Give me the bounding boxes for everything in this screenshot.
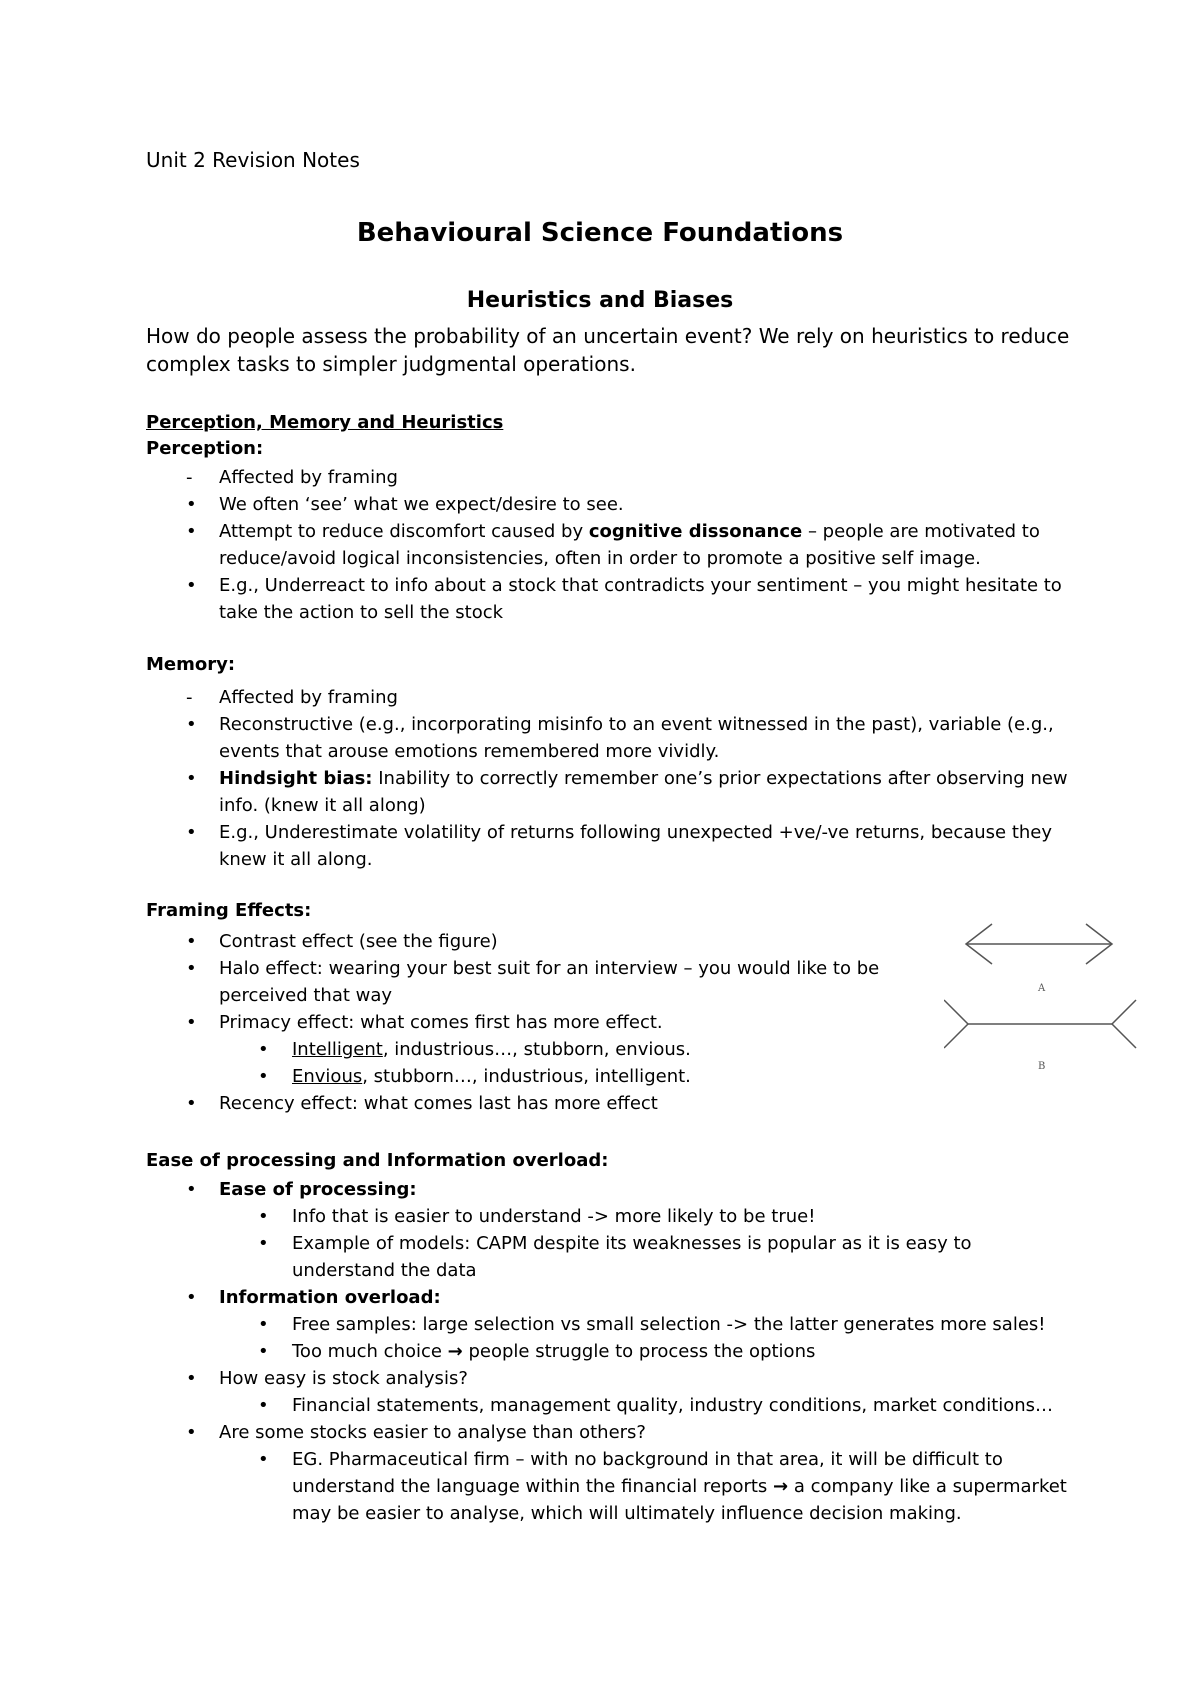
list-item: - Affected by framing xyxy=(146,464,1086,491)
list-item: • Primacy effect: what comes first has more effect. xyxy=(146,1009,906,1036)
label-b: B xyxy=(1038,1061,1046,1072)
bullet-marker: • xyxy=(186,822,197,843)
list-item: • Are some stocks easier to analyse than others? xyxy=(146,1419,1076,1446)
bullet-marker: • xyxy=(258,1039,269,1060)
bullet-marker: • xyxy=(186,1179,197,1200)
heading-framing: Framing Effects: xyxy=(146,900,312,921)
list-item: • Example of models: CAPM despite its weaknesses is popular as it is easy to understand the data xyxy=(146,1230,1076,1284)
list-item: • Info that is easier to understand -> more likely to be true! xyxy=(146,1203,1076,1230)
list-item: • Ease of processing: xyxy=(146,1176,1076,1203)
list-item: • Intelligent, industrious…, stubborn, envious. xyxy=(146,1036,906,1063)
list-item: • Hindsight bias: Inability to correctly remember one’s prior expectations after observing new info. (knew it all along) xyxy=(146,765,1086,819)
bullet-marker: • xyxy=(186,1012,197,1033)
list-item: • E.g., Underreact to info about a stock that contradicts your sentiment – you might hesitate to take the action to sell the stock xyxy=(146,572,1086,626)
label-a: A xyxy=(1038,983,1046,994)
bullet-marker: • xyxy=(186,494,197,515)
list-item: • Financial statements, management quality, industry conditions, market conditions… xyxy=(146,1392,1076,1419)
bullet-marker: • xyxy=(186,1093,197,1114)
list-item: • Contrast effect (see the figure) xyxy=(146,928,906,955)
list-item: • Halo effect: wearing your best suit for an interview – you would like to be perceived that way xyxy=(146,955,906,1009)
list-item: • E.g., Underestimate volatility of returns following unexpected +ve/-ve returns, because they knew it all along. xyxy=(146,819,1086,873)
bullet-marker: • xyxy=(258,1395,269,1416)
list-item: • Free samples: large selection vs small selection -> the latter generates more sales! xyxy=(146,1311,1076,1338)
arrowhead-b-left xyxy=(944,1000,968,1048)
memory-list xyxy=(146,684,1086,873)
intro-paragraph: How do people assess the probability of an uncertain event? We rely on heuristics to reduce complex tasks to simpler judgmental operations. xyxy=(146,324,1070,376)
bullet-marker: • xyxy=(258,1066,269,1087)
list-item: • Too much choice → people struggle to process the options xyxy=(146,1338,1076,1365)
list-item: • Reconstructive (e.g., incorporating misinfo to an event witnessed in the past), variable (e.g., events that arouse emotions remembered more vividly. xyxy=(146,711,1086,765)
list-item: • Envious, stubborn…, industrious, intelligent. xyxy=(146,1063,906,1090)
section-title: Heuristics and Biases xyxy=(466,288,734,313)
bullet-marker: • xyxy=(186,1287,197,1308)
document-label: Unit 2 Revision Notes xyxy=(146,148,360,172)
list-item: • Attempt to reduce discomfort caused by cognitive dissonance – people are motivated to reduce/avoid logical inconsistencies, often in order to promote a positive self image. xyxy=(146,518,1086,572)
bullet-marker: • xyxy=(186,575,197,596)
list-item: • How easy is stock analysis? xyxy=(146,1365,1076,1392)
bullet-marker: • xyxy=(258,1341,269,1362)
heading-perception: Perception: xyxy=(146,438,264,459)
bullet-marker: • xyxy=(258,1449,269,1470)
framing-list xyxy=(146,928,906,1117)
list-item: • Information overload: xyxy=(146,1284,1076,1311)
heading-ease: Ease of processing and Information overload: xyxy=(146,1150,609,1171)
dash-marker: - xyxy=(186,467,193,488)
list-item: • We often ‘see’ what we expect/desire to see. xyxy=(146,491,1086,518)
bullet-marker: • xyxy=(258,1206,269,1227)
dash-marker: - xyxy=(186,687,193,708)
arrowhead-b-right xyxy=(1112,1000,1136,1048)
bullet-marker: • xyxy=(186,1422,197,1443)
bullet-marker: • xyxy=(186,521,197,542)
bullet-marker: • xyxy=(186,714,197,735)
muller-lyer-figure xyxy=(944,916,1144,1076)
arrow-right-icon: → xyxy=(773,1476,789,1497)
list-item: • EG. Pharmaceutical firm – with no background in that area, it will be difficult to understand the language within the financial reports → a company like a supermarket may be easier to analyse, which will ultimately influence decision making. xyxy=(146,1446,1076,1527)
bullet-marker: • xyxy=(186,958,197,979)
bullet-marker: • xyxy=(186,1368,197,1389)
heading-perception-memory: Perception, Memory and Heuristics xyxy=(146,412,504,433)
page-title: Behavioural Science Foundations xyxy=(356,218,844,248)
ease-list xyxy=(146,1176,1076,1527)
arrow-right-icon: → xyxy=(447,1341,463,1362)
heading-memory: Memory: xyxy=(146,654,236,675)
bullet-marker: • xyxy=(186,768,197,789)
list-item: • Recency effect: what comes last has more effect xyxy=(146,1090,906,1117)
bullet-marker: • xyxy=(186,931,197,952)
bullet-marker: • xyxy=(258,1314,269,1335)
list-item: - Affected by framing xyxy=(146,684,1086,711)
bullet-marker: • xyxy=(258,1233,269,1254)
perception-list xyxy=(146,464,1086,626)
